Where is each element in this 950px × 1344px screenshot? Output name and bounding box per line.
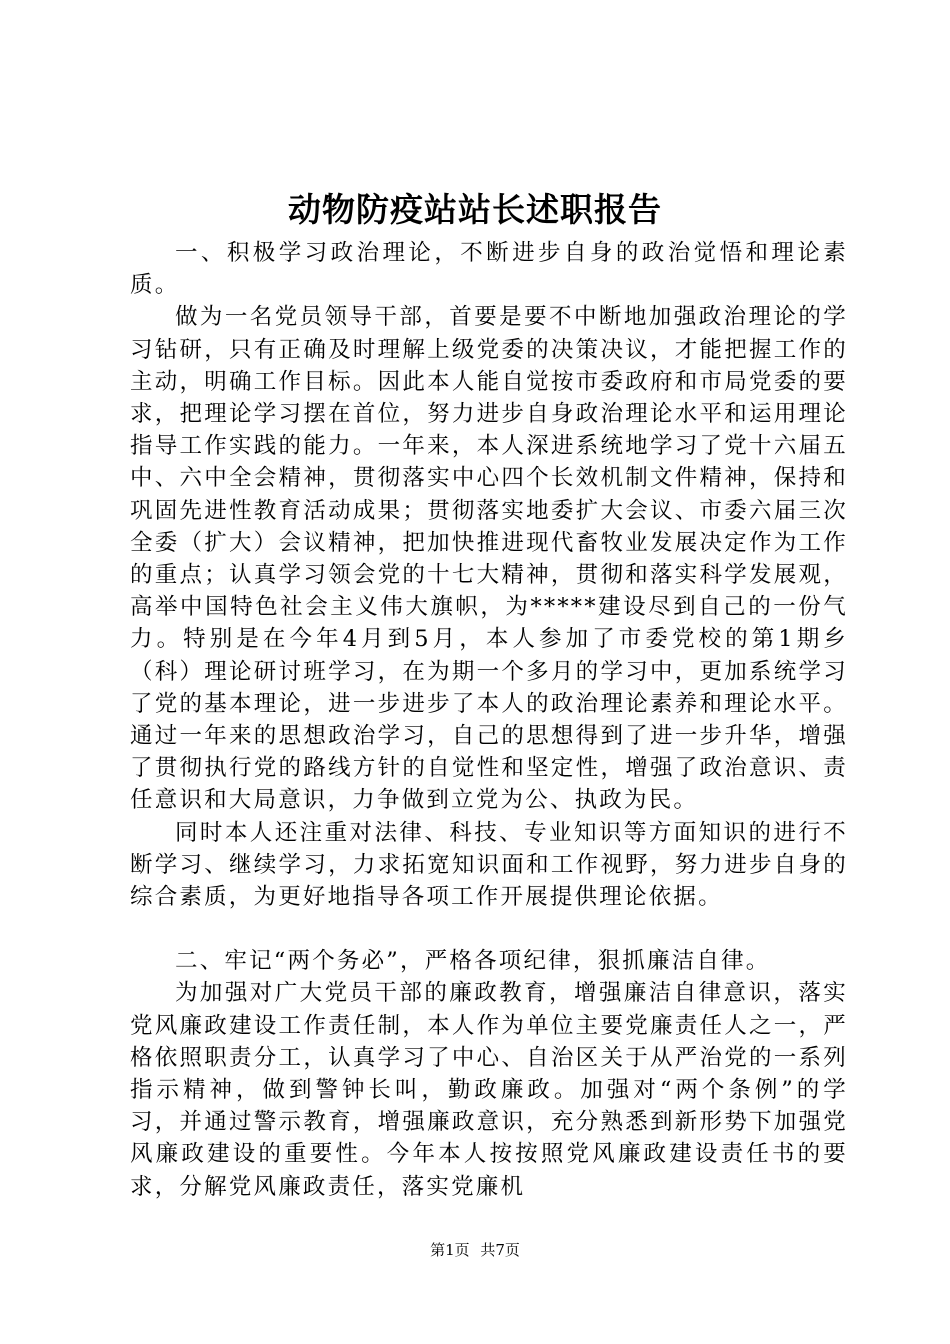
body-paragraph: 同时本人还注重对法律、科技、专业知识等方面知识的进行不断学习、继续学习，力求拓宽知识面和工作视野，努力进步自身的综合素质，为更好地指导各项工作开展提供理论依据。 (130, 819, 848, 911)
section-heading-2: 二、牢记“两个务必”，严格各项纪律，狠抓廉洁自律。 (175, 948, 771, 975)
page-number: 第1页 (430, 1241, 470, 1259)
paragraph-spacer (130, 913, 848, 945)
body-paragraph: 做为一名党员领导干部，首要是要不中断地加强政治理论的学习钻研，只有正确及时理解上级党委的决策决议，才能把握工作的主动，明确工作目标。因此本人能自觉按市委政府和市局党委的要求，把理论学习摆在首位，努力进步自身政治理论水平和运用理论指导工作实践的能力。一年来，本人深进系统地学习了党十六届五中、六中全会精神，贯彻落实中心四个长效机制文件精神，保持和巩固先进性教育活动成果；贯彻落实地委扩大会议、市委六届三次全委（扩大）会议精神，把加快推进现代畜牧业发展决定作为工作的重点；认真学习领会党的十七大精神，贯彻和落实科学发展观，高举中国特色社会主义伟大旗帜，为*****建设尽到自己的一份气力。特别是在今年4月到5月，本人参加了市委党校的第1期乡（科）理论研讨班学习，在为期一个多月的学习中，更加系统学习了党的基本理论，进一步进步了本人的政治理论素养和理论水平。通过一年来的思想政治学习，自己的思想得到了进一步升华，增强了贯彻执行党的路线方针的自觉性和坚定性，增强了政治意识、责任意识和大局意识，力争做到立党为公、执政为民。 (130, 304, 848, 814)
page-footer (0, 1240, 950, 1260)
document-title: 动物防疫站站长述职报告 (288, 190, 662, 229)
document-body (130, 237, 848, 1203)
page-total: 共7页 (480, 1241, 520, 1259)
body-paragraph: 为加强对广大党员干部的廉政教育，增强廉洁自律意识，落实党风廉政建设工作责任制，本人作为单位主要党廉责任人之一，严格依照职责分工，认真学习了中心、自治区关于从严治党的一系列指示精神，做到警钟长叫，勤政廉政。加强对“两个条例”的学习，并通过警示教育，增强廉政意识，充分熟悉到新形势下加强党风廉政建设的重要性。今年本人按按照党风廉政建设责任书的要求，分解党风廉政责任，落实党廉机 (130, 980, 848, 1200)
section-heading-1: 一、积极学习政治理论，不断进步自身的政治觉悟和理论素质。 (130, 240, 848, 299)
